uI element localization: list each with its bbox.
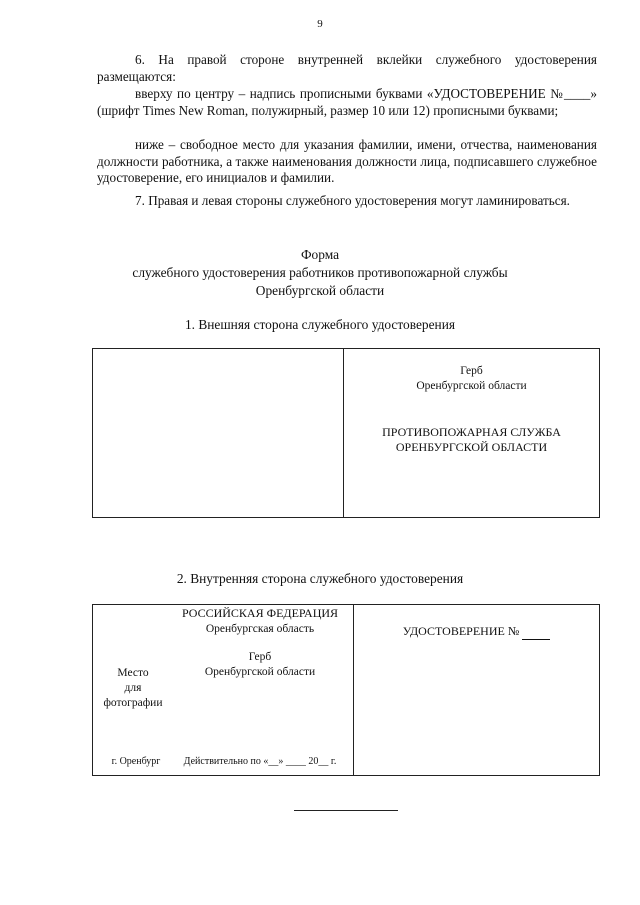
- clause-7: 7. Правая и левая стороны служебного удостоверения могут ламинироваться.: [135, 193, 570, 208]
- inner-side-heading: 2. Внутренняя сторона служебного удостоверения: [176, 571, 464, 586]
- form-title-line-3: Оренбургской области: [255, 283, 385, 298]
- clause-6-item-2: ниже – свободное место для указания фамилии, имени, отчества, наименования должности работника, а также наименования должности лица, подписавшего служебное удостоверение, его инициалов и фамилии.: [97, 137, 597, 185]
- photo-placeholder-line-2: для: [124, 682, 142, 694]
- page-number: 9: [317, 18, 323, 30]
- outer-service-line-2: ОРЕНБУРГСКОЙ ОБЛАСТИ: [395, 440, 548, 454]
- clause-6-item-1: вверху по центру – надпись прописными буквами «УДОСТОВЕРЕНИЕ №____» (шрифт Times New Roman, полужирный, размер 10 или 12) прописными буквами;: [97, 86, 597, 118]
- closing-rule: [294, 810, 398, 811]
- certificate-label: УДОСТОВЕРЕНИЕ №: [402, 624, 520, 638]
- region-label: Оренбургская область: [205, 623, 315, 635]
- form-title-line-2: служебного удостоверения работников противопожарной службы: [132, 265, 508, 280]
- city-label: г. Оренбург: [111, 756, 161, 767]
- clause-6-intro: 6. На правой стороне внутренней вклейки служебного удостоверения размещаются:: [97, 52, 597, 84]
- certificate-number-title: [353, 624, 600, 640]
- inner-emblem-label: Герб: [248, 651, 272, 663]
- validity-line: Действительно по «__» ____ 20__ г.: [183, 756, 337, 767]
- outer-emblem-label: Герб: [460, 365, 483, 377]
- form-title-line-1: Форма: [300, 247, 340, 262]
- photo-placeholder-line-1: Место: [117, 667, 149, 679]
- outer-emblem-region: Оренбургской области: [416, 380, 527, 392]
- outer-service-line-1: ПРОТИВОПОЖАРНАЯ СЛУЖБА: [382, 425, 561, 439]
- certificate-number-blank: [522, 624, 550, 640]
- inner-emblem-region: Оренбургской области: [204, 666, 316, 678]
- outer-side-heading: 1. Внешняя сторона служебного удостоверения: [184, 317, 456, 332]
- federation-label: РОССИЙСКАЯ ФЕДЕРАЦИЯ: [181, 606, 339, 620]
- photo-placeholder-line-3: фотографии: [103, 697, 163, 709]
